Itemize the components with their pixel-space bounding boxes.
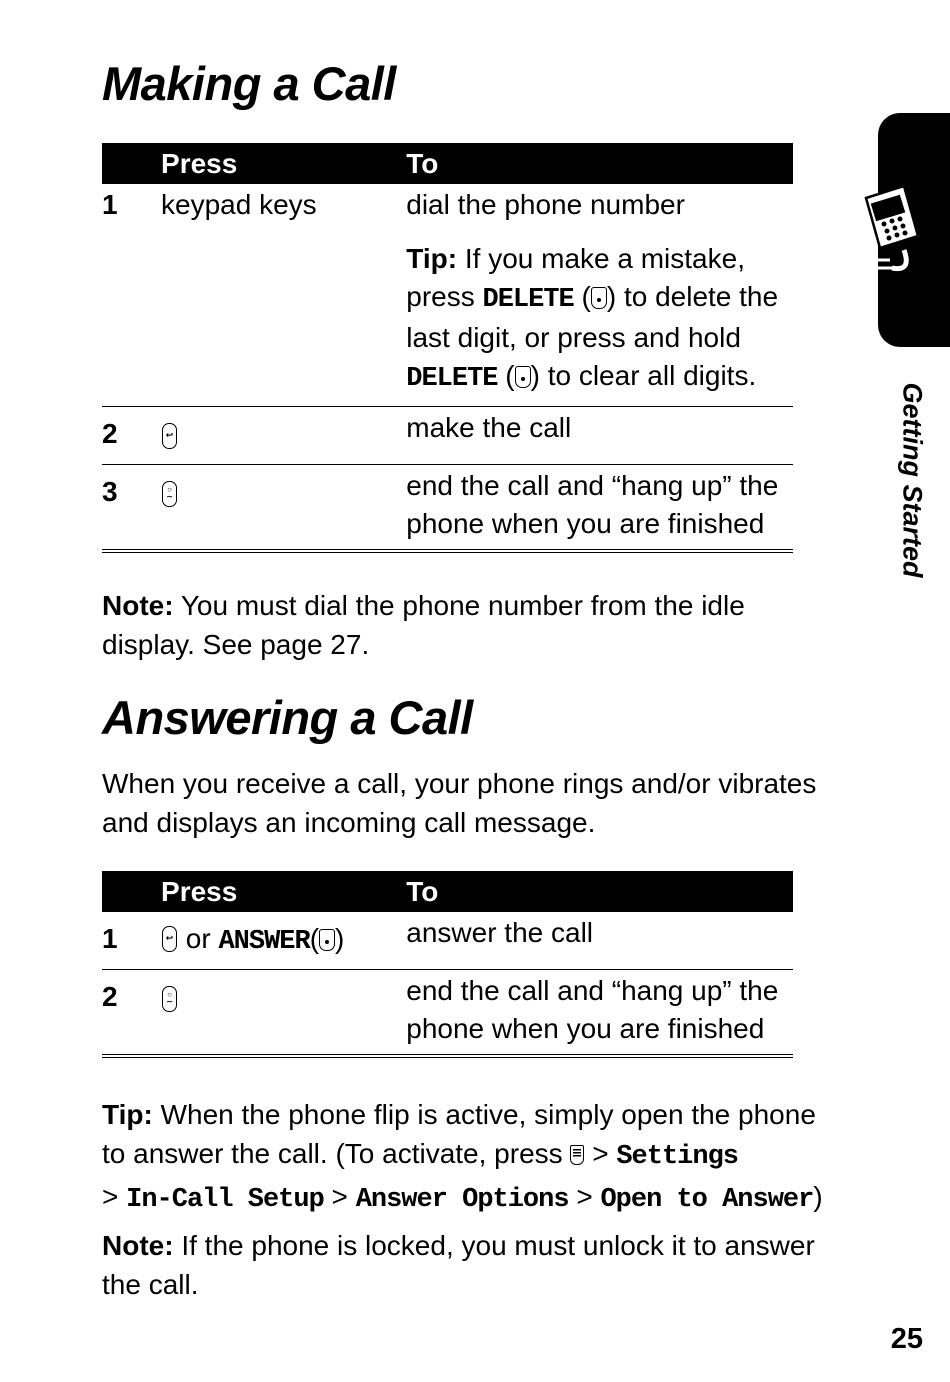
header-to: To bbox=[406, 871, 793, 912]
delete-key-name: DELETE bbox=[406, 364, 498, 394]
step-action: end the call and “hang up” the phone when you are finished bbox=[406, 465, 793, 552]
end-key-icon: ○ ∼ bbox=[162, 481, 177, 507]
step-action: answer the call bbox=[406, 912, 793, 970]
step-action bbox=[406, 184, 793, 407]
table-row bbox=[102, 465, 793, 552]
table-row: 1 ↩ or ANSWER( ) answer the call bbox=[102, 912, 793, 970]
header-press: Press bbox=[161, 143, 406, 184]
table-row bbox=[102, 970, 793, 1057]
step-number: 3 bbox=[102, 465, 161, 552]
section-title-answering-call: Answering a Call bbox=[102, 691, 473, 744]
running-phone-icon bbox=[826, 180, 926, 280]
header-press: Press bbox=[161, 871, 406, 912]
step-press: keypad keys bbox=[161, 184, 406, 407]
answering-call-table bbox=[102, 871, 793, 1058]
step-number: 1 bbox=[102, 912, 161, 970]
making-call-table bbox=[102, 143, 793, 553]
menu-path-settings: Settings bbox=[616, 1142, 738, 1172]
answer-key-name: ANSWER bbox=[218, 927, 310, 957]
step-action: end the call and “hang up” the phone when you are finished bbox=[406, 970, 793, 1057]
table-header bbox=[102, 143, 793, 184]
section-title-making-call: Making a Call bbox=[102, 57, 396, 110]
note-label: Note: bbox=[102, 590, 174, 621]
menu-path-open-to-answer: Open to Answer bbox=[600, 1185, 814, 1215]
step-number: 2 bbox=[102, 407, 161, 465]
tip-label: Tip: bbox=[406, 243, 458, 274]
section-label: Getting Started bbox=[897, 382, 928, 578]
table-header bbox=[102, 871, 793, 912]
answering-intro: When you receive a call, your phone rings and/or vibrates and displays an incoming call message. bbox=[102, 768, 817, 838]
note-label: Note: bbox=[102, 1230, 174, 1261]
note-dial-idle: Note: You must dial the phone number from the idle display. See page 27. bbox=[102, 590, 745, 660]
delete-key-name: DELETE bbox=[482, 285, 574, 315]
menu-path-in-call-setup: In-Call Setup bbox=[126, 1185, 324, 1215]
send-key-icon: ↩ bbox=[162, 926, 177, 952]
soft-key-icon bbox=[591, 287, 607, 309]
header-to: To bbox=[406, 143, 793, 184]
step-action: make the call bbox=[406, 407, 793, 465]
menu-key-icon bbox=[570, 1145, 584, 1165]
tip-label: Tip: bbox=[102, 1099, 153, 1130]
soft-key-icon bbox=[319, 929, 335, 951]
send-key-icon: ↩ bbox=[162, 423, 177, 449]
tip-flip-answer: Tip: When the phone flip is active, simply open the phone to answer the call. (To activate, press > Settings > In-Call Setup > Answer Options > Open to Answer) bbox=[102, 1099, 823, 1215]
note-phone-locked: Note: If the phone is locked, you must unlock it to answer the call. bbox=[102, 1230, 815, 1300]
menu-path-answer-options: Answer Options bbox=[355, 1185, 569, 1215]
step-action-text: dial the phone number bbox=[406, 189, 685, 220]
step-number: 1 bbox=[102, 184, 161, 407]
step-number: 2 bbox=[102, 970, 161, 1057]
table-row bbox=[102, 407, 793, 465]
page-number: 25 bbox=[890, 1323, 923, 1355]
tip-block: Tip: If you make a mistake, press DELETE ( ) to delete the last digit, or press and hold DELETE ( ) to clear all digits. bbox=[406, 243, 779, 394]
soft-key-icon bbox=[515, 366, 531, 388]
end-key-icon: ○ ∼ bbox=[162, 986, 177, 1012]
table-row bbox=[102, 184, 793, 407]
